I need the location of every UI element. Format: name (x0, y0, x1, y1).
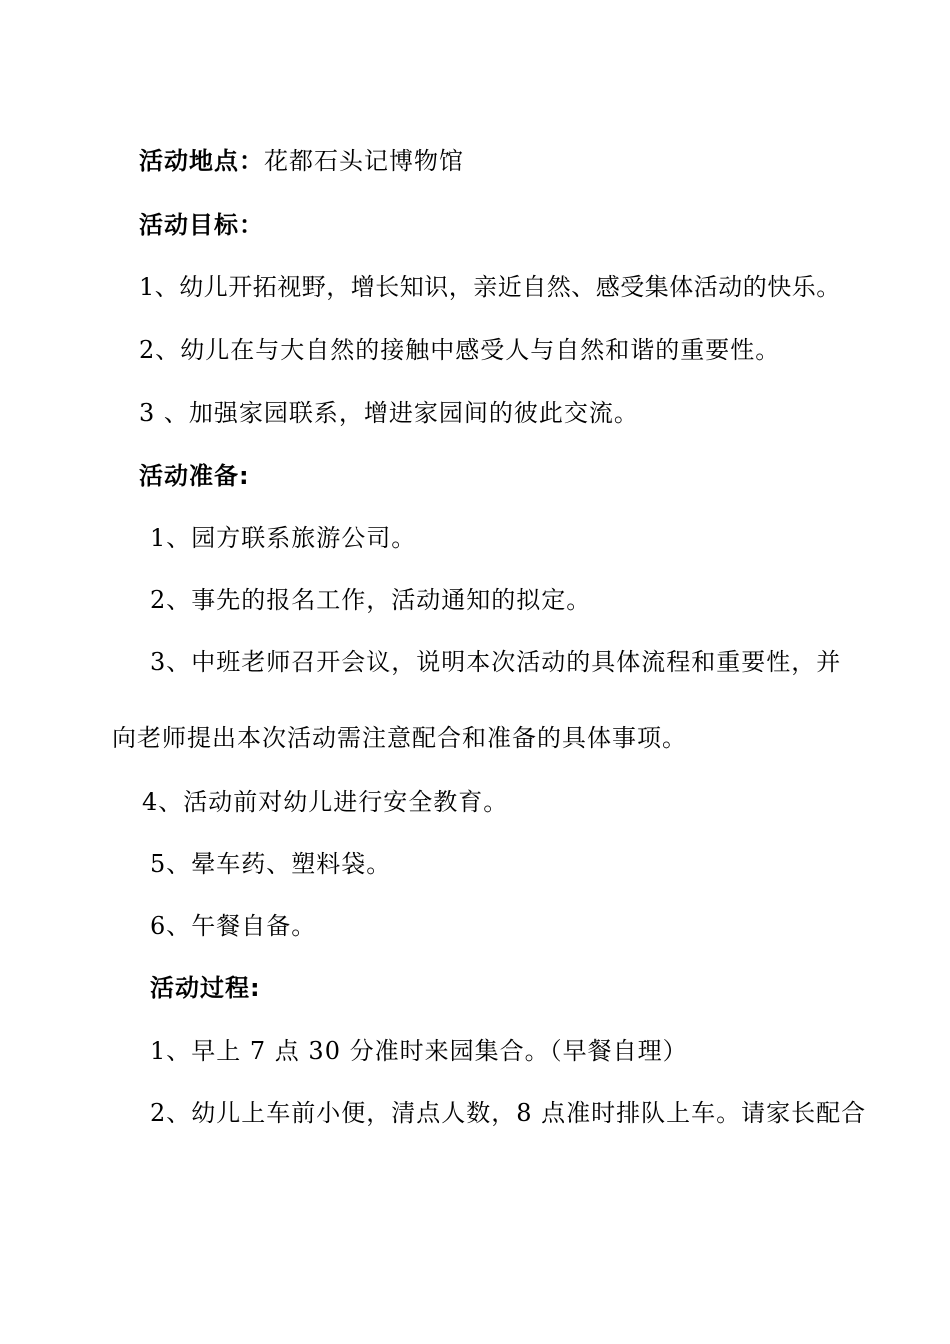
process-heading: 活动过程: (150, 974, 261, 1002)
preparation-item-3: 3、中班老师召开会议，说明本次活动的具体流程和重要性，并 (150, 648, 842, 676)
preparation-item-6: 6、午餐自备。 (150, 912, 317, 940)
location-label: 活动地点： (139, 147, 264, 175)
location-value: 花都石头记博物馆 (264, 147, 464, 175)
preparation-heading: 活动准备: (139, 462, 250, 490)
goal-item-3: 3 、加强家园联系，增进家园间的彼此交流。 (139, 399, 639, 427)
process-item-1: 1、早上 7 点 30 分准时来园集合。（早餐自理） (150, 1037, 688, 1065)
location-line (139, 145, 464, 177)
goal-item-2: 2、幼儿在与大自然的接触中感受人与自然和谐的重要性。 (139, 336, 781, 364)
preparation-item-3-continued: 向老师提出本次活动需注意配合和准备的具体事项。 (112, 724, 687, 752)
preparation-item-5: 5、晕车药、塑料袋。 (150, 850, 392, 878)
goal-item-1: 1、幼儿开拓视野，增长知识，亲近自然、感受集体活动的快乐。 (139, 273, 841, 301)
preparation-item-1: 1、园方联系旅游公司。 (150, 524, 417, 552)
preparation-item-4: 4、活动前对幼儿进行安全教育。 (142, 788, 509, 816)
process-item-2: 2、幼儿上车前小便，清点人数，8 点准时排队上车。请家长配合 (150, 1099, 867, 1127)
goals-heading: 活动目标： (139, 211, 264, 239)
preparation-item-2: 2、事先的报名工作，活动通知的拟定。 (150, 586, 592, 614)
